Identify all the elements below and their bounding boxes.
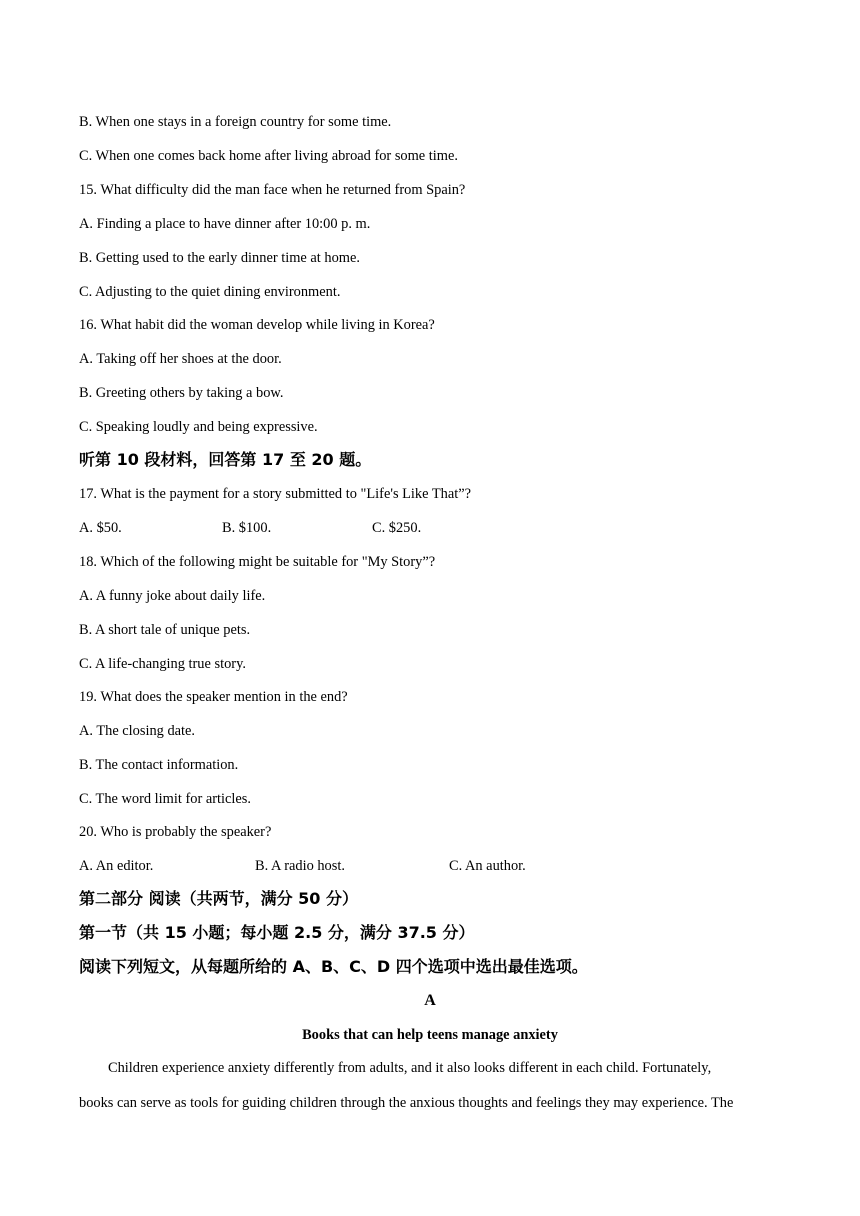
- q17-stem: 17. What is the payment for a story submitted to "Life's Like That”?: [79, 486, 471, 502]
- q19-option-a: A. The closing date.: [79, 723, 196, 739]
- passage-line-1: Children experience anxiety differently from adults, and it also looks different in each child. Fortunately,: [108, 1060, 712, 1076]
- q15-option-c: C. Adjusting to the quiet dining environment.: [79, 284, 341, 300]
- q14-option-b: B. When one stays in a foreign country for some time.: [79, 114, 392, 130]
- q18-option-a: A. A funny joke about daily life.: [79, 588, 266, 604]
- q14-option-c: C. When one comes back home after living abroad for some time.: [79, 148, 458, 164]
- q16-option-c: C. Speaking loudly and being expressive.: [79, 419, 318, 435]
- q18-stem: 18. Which of the following might be suitable for "My Story”?: [79, 554, 436, 570]
- passage-letter: A: [424, 992, 436, 1009]
- q20-option-a: A. An editor.: [79, 858, 154, 874]
- section1-heading: 第一节（共 15 小题；每小题 2.5 分，满分 37.5 分）: [79, 923, 475, 942]
- q19-option-c: C. The word limit for articles.: [79, 791, 251, 807]
- passage-line-2: books can serve as tools for guiding children through the anxious thoughts and feelings they may experience. The: [79, 1095, 734, 1111]
- q15-stem: 15. What difficulty did the man face when he returned from Spain?: [79, 182, 466, 198]
- q17-option-a: A. $50.: [79, 520, 122, 536]
- q20-option-b: B. A radio host.: [255, 858, 345, 874]
- section10-heading: 听第 10 段材料，回答第 17 至 20 题。: [79, 450, 372, 469]
- q19-option-b: B. The contact information.: [79, 757, 239, 773]
- part2-heading: 第二部分 阅读（共两节，满分 50 分）: [79, 889, 358, 908]
- q15-option-b: B. Getting used to the early dinner time at home.: [79, 250, 360, 266]
- q20-option-c: C. An author.: [449, 858, 526, 874]
- q17-option-c: C. $250.: [372, 520, 422, 536]
- q20-stem: 20. Who is probably the speaker?: [79, 824, 272, 840]
- q18-option-c: C. A life-changing true story.: [79, 656, 246, 672]
- q17-option-b: B. $100.: [222, 520, 272, 536]
- q18-option-b: B. A short tale of unique pets.: [79, 622, 251, 638]
- q16-stem: 16. What habit did the woman develop while living in Korea?: [79, 317, 435, 333]
- q16-option-b: B. Greeting others by taking a bow.: [79, 385, 284, 401]
- passage-title: Books that can help teens manage anxiety: [302, 1027, 558, 1043]
- q15-option-a: A. Finding a place to have dinner after 10:00 p. m.: [79, 216, 371, 232]
- instructions: 阅读下列短文，从每题所给的 A、B、C、D 四个选项中选出最佳选项。: [79, 957, 588, 976]
- q16-option-a: A. Taking off her shoes at the door.: [79, 351, 282, 367]
- q19-stem: 19. What does the speaker mention in the end?: [79, 689, 348, 705]
